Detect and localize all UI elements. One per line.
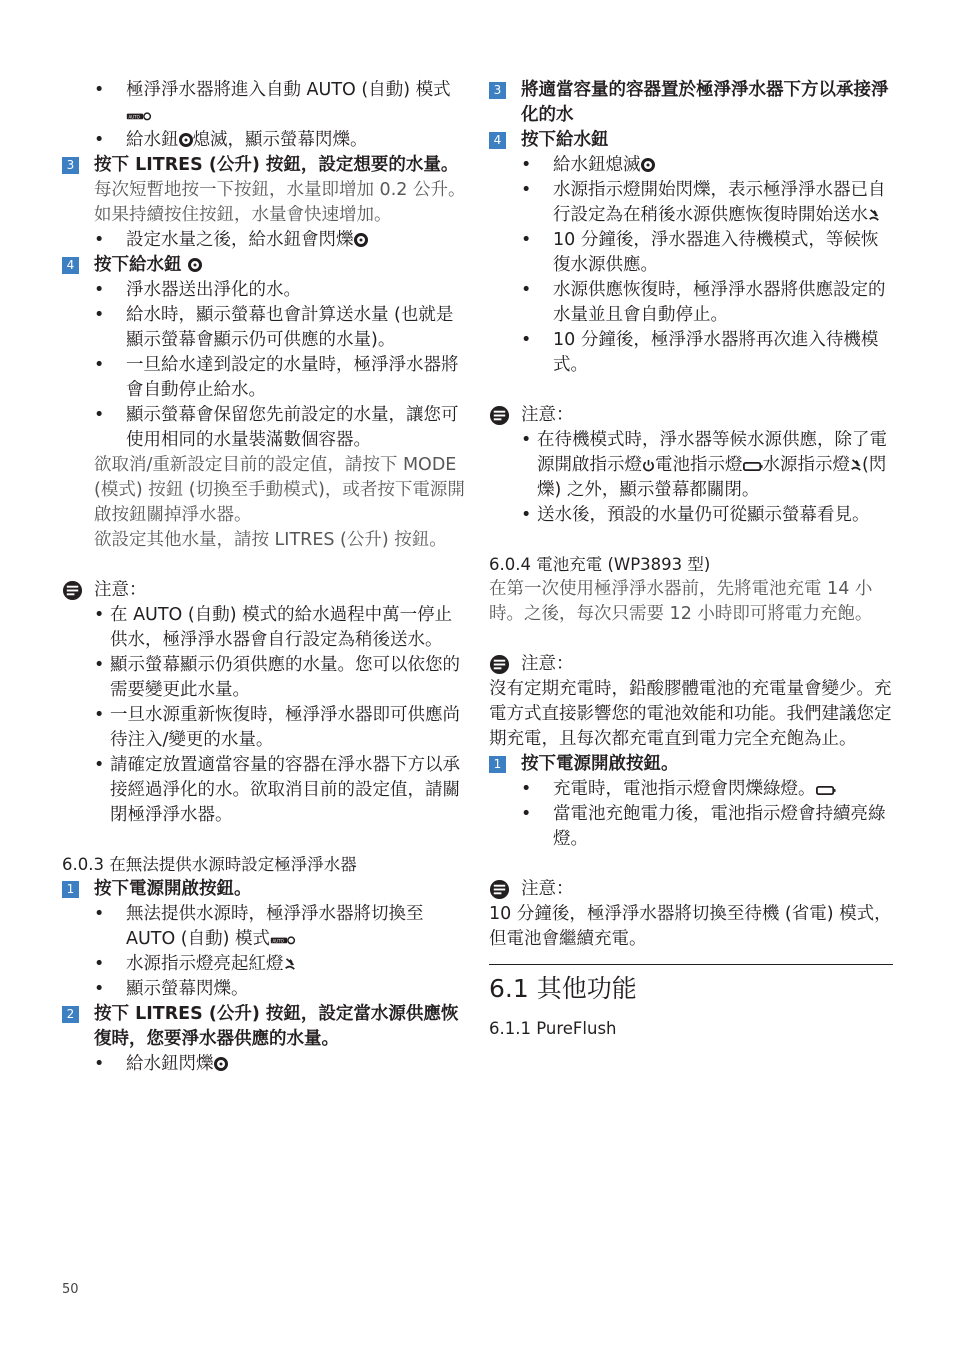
step-2: 2 按下 LITRES (公升) 按鈕，設定當水源供應恢復時，您要淨水器供應的水量。 (62, 1002, 466, 1052)
step-1: 1 按下電源開啟按鈕。 (489, 752, 893, 777)
battery-intro: 在第一次使用極淨淨水器前，先將電池充電 14 小時。之後，每次只需要 12 小時即可將電力充飽。 (489, 579, 873, 624)
list-item: • 顯示螢幕會保留您先前設定的水量，讓您可使用相同的水量裝滿數個容器。 (62, 403, 466, 453)
list-item: • 無法提供水源時，極淨淨水器將切換至 AUTO (自動) 模式 (62, 902, 466, 952)
dispense-button-icon (179, 133, 193, 147)
right-column (489, 78, 893, 1041)
list-item: • 充電時，電池指示燈會閃爍綠燈。 (489, 777, 893, 802)
section-heading-603: 6.0.3 在無法提供水源時設定極淨淨水器 (62, 855, 357, 874)
list-item: • 水源指示燈亮起紅燈 (62, 952, 466, 977)
water-source-icon (850, 458, 862, 472)
step-3-body: 每次短暫地按一下按鈕，水量即增加 0.2 公升。 如果持續按住按鈕，水量會快速增加。 (94, 180, 466, 225)
list-item: • 水源指示燈開始閃爍，表示極淨淨水器已自行設定為在稍後水源供應恢復時開始送水 (489, 178, 893, 228)
step-4: 4 按下給水鈕 (62, 253, 466, 278)
list-item: • 淨水器送出淨化的水。 (62, 278, 466, 303)
step-3: 3 按下 LITRES (公升) 按鈕，設定想要的水量。 (62, 153, 466, 178)
auto-mode-icon (270, 934, 296, 946)
list-item: • 顯示螢幕閃爍。 (62, 977, 466, 1002)
list-item: • 10 分鐘後，淨水器進入待機模式，等候恢復水源供應。 (489, 228, 893, 278)
list-item: • 給水時，顯示螢幕也會計算送水量 (也就是顯示螢幕會顯示仍可供應的水量)。 (62, 303, 466, 353)
list-item: • 水源供應恢復時，極淨淨水器將供應設定的水量並且會自動停止。 (489, 278, 893, 328)
note-item: • 一旦水源重新恢復時，極淨淨水器即可供應尚待注入/變更的水量。 (62, 703, 466, 753)
note-icon (62, 580, 83, 601)
list-item: • 極淨淨水器將進入自動 AUTO (自動) 模式 (62, 78, 466, 128)
battery-note: 沒有定期充電時，鉛酸膠體電池的充電量會變少。充電方式直接影響您的電池效能和功能。我們建議您定期充電，且每次都充電直到電力完全充飽為止。 (489, 679, 892, 749)
note-item: • 送水後，預設的水量仍可從顯示螢幕看見。 (489, 503, 893, 528)
dispense-button-icon (214, 1057, 228, 1071)
note-heading: 注意： (62, 578, 466, 603)
battery-icon (816, 785, 836, 796)
power-icon (642, 459, 655, 472)
list-item: • 給水鈕熄滅 (489, 153, 893, 178)
list-item: • 10 分鐘後，極淨淨水器將再次進入待機模式。 (489, 328, 893, 378)
section-heading-604: 6.0.4 電池充電 (WP3893 型) (489, 555, 711, 574)
note-icon (489, 879, 510, 900)
standby-note: 10 分鐘後，極淨淨水器將切換至待機 (省電) 模式，但電池會繼續充電。 (489, 904, 892, 949)
note-heading: 注意： (489, 877, 893, 902)
note-item: • 在 AUTO (自動) 模式的給水過程中萬一停止供水，極淨淨水器會自行設定為稍後送水。 (62, 603, 466, 653)
note-heading: 注意： (489, 652, 893, 677)
auto-mode-icon (126, 110, 152, 122)
dispense-button-icon (354, 233, 368, 247)
dispense-button-icon (188, 258, 202, 272)
list-item: • 給水鈕閃爍 (62, 1052, 466, 1077)
section-heading-611: 6.1.1 PureFlush (489, 1019, 617, 1038)
note-item: • 請確定放置適當容量的容器在淨水器下方以承接經過淨化的水。欲取消目前的設定值，請關閉極淨淨水器。 (62, 753, 466, 828)
left-column (62, 78, 466, 1077)
section-heading-61: 6.1 其他功能 (489, 964, 893, 1005)
water-source-icon (284, 957, 296, 971)
cancel-instructions: 欲取消/重新設定目前的設定值，請按下 MODE (模式) 按鈕 (切換至手動模式)，或者按下電源開啟按鈕關掉淨水器。 欲設定其他水量，請按 LITRES (公升) 按鈕。 (94, 455, 465, 550)
list-item: • 設定水量之後，給水鈕會閃爍 (62, 228, 466, 253)
battery-icon (743, 461, 763, 472)
list-item: • 當電池充飽電力後，電池指示燈會持續亮綠燈。 (489, 802, 893, 852)
step-4: 4 按下給水鈕 (489, 128, 893, 153)
note-icon (489, 405, 510, 426)
water-source-icon (868, 208, 880, 222)
note-heading: 注意： (489, 403, 893, 428)
dispense-button-icon (641, 158, 655, 172)
step-1: 1 按下電源開啟按鈕。 (62, 877, 466, 902)
note-item: • 在待機模式時，淨水器等候水源供應，除了電源開啟指示燈 電池指示燈 水源指示燈 (閃爍) 之外，顯示螢幕都關閉。 (489, 428, 893, 503)
page-number: 50 (62, 1282, 79, 1297)
note-icon (489, 654, 510, 675)
list-item: • 一旦給水達到設定的水量時，極淨淨水器將會自動停止給水。 (62, 353, 466, 403)
note-item: • 顯示螢幕顯示仍須供應的水量。您可以依您的需要變更此水量。 (62, 653, 466, 703)
step-3: 3 將適當容量的容器置於極淨淨水器下方以承接淨化的水 (489, 78, 893, 128)
list-item: • 給水鈕 熄滅，顯示螢幕閃爍。 (62, 128, 466, 153)
